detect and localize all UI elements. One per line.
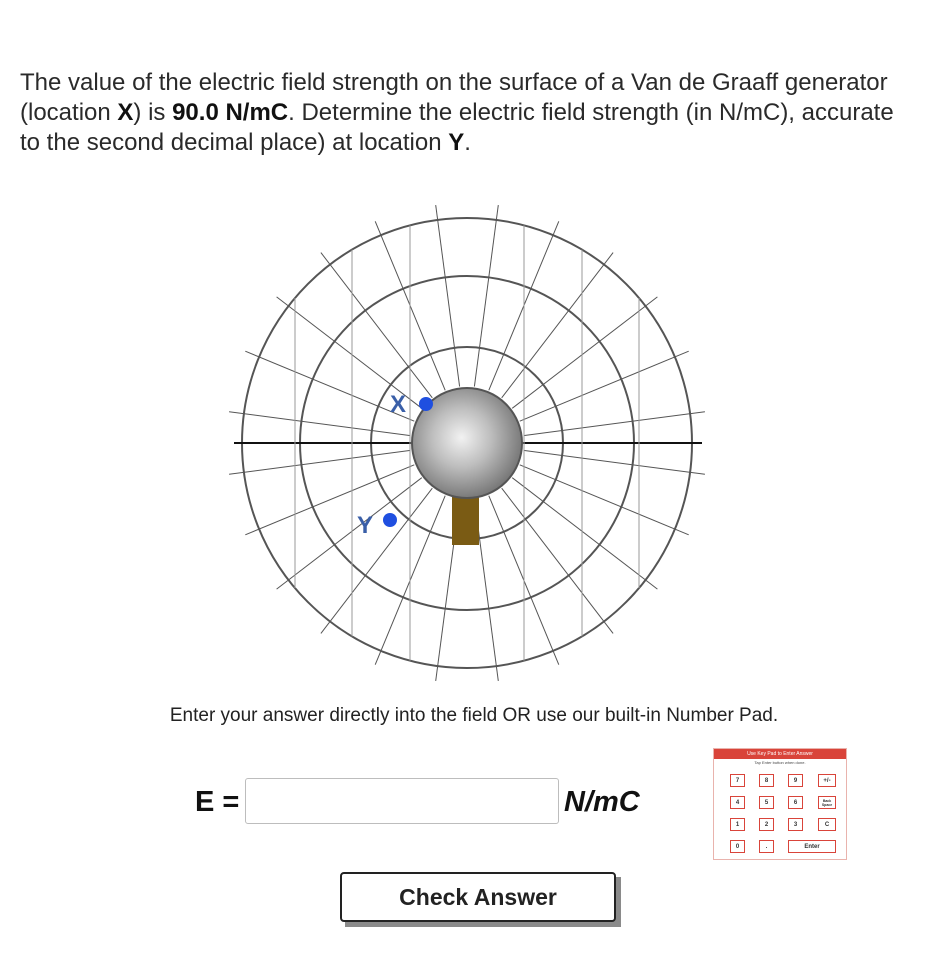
numpad-key-4[interactable]: 4 [730,796,745,809]
numpad-key-7[interactable]: 7 [730,774,745,787]
question-part: ) is [133,99,173,126]
number-pad [713,748,847,860]
field-line [502,488,613,633]
instructions-text: Enter your answer directly into the field OR use our built-in Number Pad. [169,705,779,726]
check-answer-button[interactable]: Check Answer [340,872,616,922]
field-line [502,253,613,398]
field-line [512,297,657,408]
field-line [229,412,410,436]
field-line [512,478,657,589]
numpad-subtitle: Tap Enter button when done. [754,760,806,765]
field-line [321,253,432,398]
point-y-label: Y [357,512,374,539]
numpad-key-8[interactable]: 8 [759,774,774,787]
answer-input[interactable] [245,778,559,824]
numpad-key-1[interactable]: 1 [730,818,745,831]
given-field-value: 90.0 N/mC [172,99,289,126]
numpad-key-backspace[interactable]: Back Space [818,796,836,809]
unit-label: N/mC [564,786,640,818]
numpad-key-9[interactable]: 9 [788,774,803,787]
generator-stand [452,493,479,545]
field-line [321,488,432,633]
numpad-key-clear[interactable]: C [818,818,836,831]
point-x-marker [419,397,433,411]
field-line [474,205,498,386]
numpad-title: Use Key Pad to Enter Answer [714,749,846,759]
numpad-key-5[interactable]: 5 [759,796,774,809]
numpad-key-plus-minus[interactable]: +/- [818,774,836,787]
field-line [229,450,410,474]
location-y-ref: Y [448,129,465,156]
field-line [524,450,705,474]
question-part: . Determine the electric field strength (in N/mC), accurate to the second decimal place) at location [20,99,894,156]
point-x-label: X [390,391,407,418]
field-line [436,205,460,386]
point-y-marker [383,513,397,527]
numpad-key-dot[interactable]: . [759,840,774,853]
numpad-key-3[interactable]: 3 [788,818,803,831]
location-x-ref: X [117,99,134,126]
numpad-key-0[interactable]: 0 [730,840,745,853]
question-part: . [464,129,471,156]
answer-label: E = [195,786,240,818]
numpad-key-2[interactable]: 2 [759,818,774,831]
numpad-key-enter[interactable]: Enter [788,840,836,853]
field-line [277,478,422,589]
numpad-key-6[interactable]: 6 [788,796,803,809]
field-line [524,412,705,436]
question-part: The value of the electric field strength on the surface of a Van de Graaff generator (location [20,69,888,126]
